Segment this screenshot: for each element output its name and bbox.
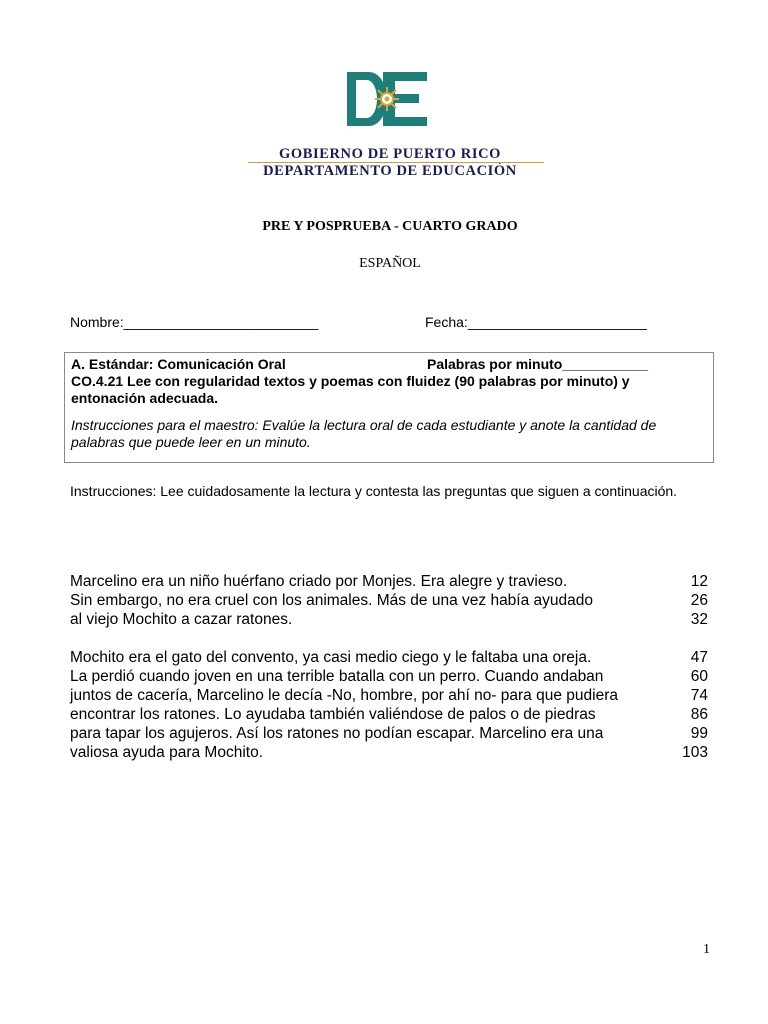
name-field: Nombre:_________________________ bbox=[70, 314, 319, 330]
government-header bbox=[0, 146, 768, 180]
line-text: La perdió cuando joven en una terrible batalla con un perro. Cuando andaban bbox=[70, 668, 604, 685]
government-name: GOBIERNO DE PUERTO RICO bbox=[278, 146, 502, 162]
student-instructions: Instrucciones: Lee cuidadosamente la lectura y contesta las preguntas que siguen a continuación. bbox=[70, 483, 678, 499]
de-logo bbox=[347, 71, 427, 127]
page-number: 1 bbox=[703, 942, 710, 957]
reading-line bbox=[70, 610, 708, 629]
word-count: 47 bbox=[690, 649, 708, 666]
line-text: al viejo Mochito a cazar ratones. bbox=[70, 611, 293, 628]
standard-heading: A. Estándar: Comunicación Oral bbox=[71, 356, 286, 372]
department-name: DEPARTAMENTO DE EDUCACIÓN bbox=[263, 163, 517, 179]
reading-line bbox=[70, 686, 708, 705]
standard-heading-row bbox=[71, 356, 707, 373]
teacher-instructions: Instrucciones para el maestro: Evalúe la lectura oral de cada estudiante y anote la cantidad de palabras que puede leer en un minuto. bbox=[71, 417, 657, 450]
date-field: Fecha:_______________________ bbox=[425, 314, 647, 330]
line-text: Sin embargo, no era cruel con los animales. Más de una vez había ayudado bbox=[70, 592, 594, 609]
reading-line bbox=[70, 743, 708, 762]
word-count: 99 bbox=[690, 725, 708, 742]
reading-line bbox=[70, 648, 708, 667]
standard-box bbox=[64, 352, 714, 463]
header-divider bbox=[248, 162, 544, 163]
line-text: juntos de cacería, Marcelino le decía -No, hombre, por ahí no- para que pudiera bbox=[70, 687, 618, 704]
word-count: 103 bbox=[682, 744, 708, 761]
test-title: PRE Y POSPRUEBA - CUARTO GRADO bbox=[262, 219, 518, 234]
reading-line bbox=[70, 591, 708, 610]
line-text: encontrar los ratones. Lo ayudaba también valiéndose de palos o de piedras bbox=[70, 706, 596, 723]
standard-code-text: CO.4.21 Lee con regularidad textos y poemas con fluidez (90 palabras por minuto) y entonación adecuada. bbox=[71, 373, 630, 406]
line-text: valiosa ayuda para Mochito. bbox=[70, 744, 264, 761]
line-text: Marcelino era un niño huérfano criado por Monjes. Era alegre y travieso. bbox=[70, 573, 568, 590]
reading-line bbox=[70, 705, 708, 724]
line-text: Mochito era el gato del convento, ya casi medio ciego y le faltaba una oreja. bbox=[70, 649, 592, 666]
word-count: 60 bbox=[690, 668, 708, 685]
reading-line bbox=[70, 572, 708, 591]
reading-line bbox=[70, 724, 708, 743]
word-count: 32 bbox=[690, 611, 708, 628]
word-count: 12 bbox=[690, 573, 708, 590]
reading-paragraph-2 bbox=[70, 648, 708, 762]
reading-line bbox=[70, 667, 708, 686]
line-text: para tapar los agujeros. Así los ratones no podían escapar. Marcelino era una bbox=[70, 725, 604, 742]
words-per-minute-field: Palabras por minuto___________ bbox=[427, 356, 649, 372]
reading-paragraph-1 bbox=[70, 572, 708, 629]
word-count: 74 bbox=[690, 687, 708, 704]
word-count: 26 bbox=[690, 592, 708, 609]
word-count: 86 bbox=[690, 706, 708, 723]
subject-label: ESPAÑOL bbox=[359, 256, 421, 271]
